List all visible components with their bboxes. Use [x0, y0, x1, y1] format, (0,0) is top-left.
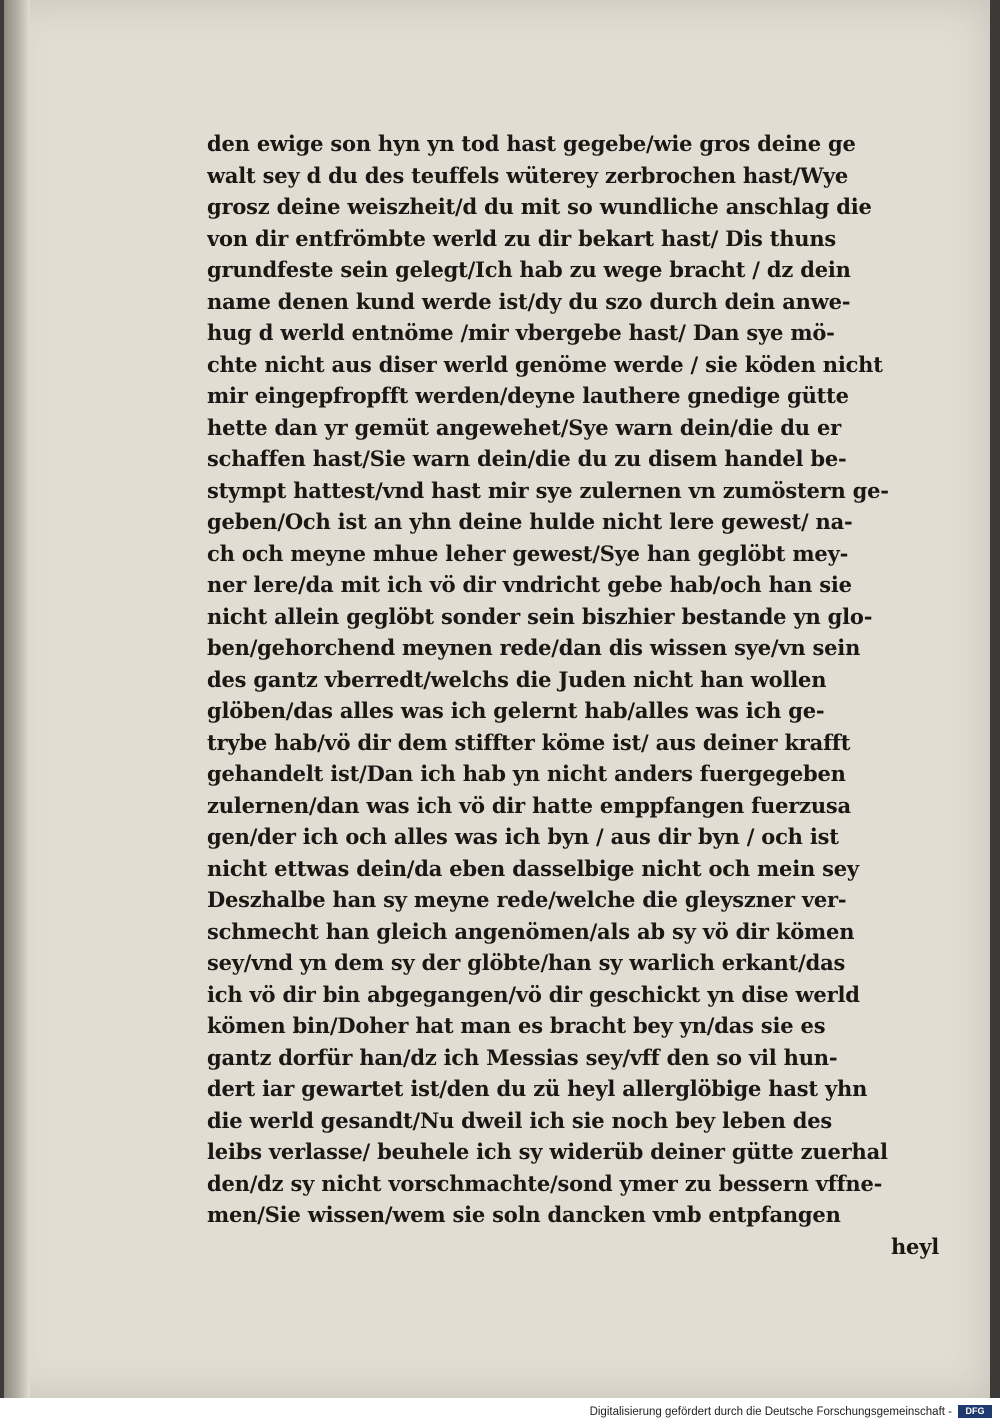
text-line: gehandelt ist/Dan ich hab yn nicht anders fuergegeben: [207, 761, 846, 786]
text-line: name denen kund werde ist/dy du szo durch dein anwe-: [207, 288, 851, 314]
text-line: grosz deine weiszheit/d du mit so wundliche anschlag die: [207, 194, 872, 219]
text-line: nicht ettwas dein/da eben dasselbige nicht och mein sey: [207, 855, 859, 881]
text-line: glöben/das alles was ich gelernt hab/alles was ich ge-: [207, 698, 825, 723]
text-line: kömen bin/Doher hat man es bracht bey yn/das sie es: [207, 1013, 826, 1038]
text-line: geben/Och ist an yhn deine hulde nicht lere gewest/ na-: [207, 509, 853, 534]
page: [4, 0, 990, 1398]
text-block: [207, 128, 939, 1262]
text-line: von dir entfrömbte werld zu dir bekart hast/ Dis thuns: [207, 225, 837, 251]
text-line: nicht allein geglöbt sonder sein biszhier bestande yn glo-: [207, 603, 873, 629]
text-line: Deszhalbe han sy meyne rede/welche die gleyszner ver-: [207, 887, 847, 912]
text-line: des gantz vberredt/welchs die Juden nicht han wollen: [207, 666, 827, 692]
text-line: mir eingepfropfft werden/deyne lauthere gnedige gütte: [207, 383, 849, 408]
text-line: leibs verlasse/ beuhele ich sy widerüb deiner gütte zuerhal: [207, 1139, 888, 1164]
text-line: gantz dorfür han/dz ich Messias sey/vff den so vil hun-: [207, 1044, 838, 1070]
text-line: die werld gesandt/Nu dweil ich sie noch bey leben des: [207, 1107, 833, 1133]
text-line: schmecht han gleich angenömen/als ab sy vö dir kömen: [207, 918, 855, 944]
dfg-logo-icon: DFG: [958, 1405, 992, 1418]
text-line: grundfeste sein gelegt/Ich hab zu wege bracht / dz dein: [207, 257, 851, 282]
text-line: hug d werld entnöme /mir vbergebe hast/ Dan sye mö-: [207, 320, 835, 345]
text-line: trybe hab/vö dir dem stiffter köme ist/ aus deiner krafft: [207, 729, 851, 755]
text-line: ner lere/da mit ich vö dir vndricht gebe hab/och han sie: [207, 572, 852, 597]
catchword: heyl: [890, 1233, 939, 1259]
text-line: den/dz sy nicht vorschmachte/sond ymer zu bessern vffne-: [207, 1170, 883, 1196]
text-line: ben/gehorchend meynen rede/dan dis wissen sye/vn sein: [207, 635, 861, 660]
text-line: men/Sie wissen/wem sie soln dancken vmb entpfangen: [207, 1202, 841, 1227]
funding-credit: Digitalisierung gefördert durch die Deutsche Forschungsgemeinschaft -: [589, 1406, 952, 1418]
text-line: den ewige son hyn yn tod hast gegebe/wie gros deine ge: [207, 131, 856, 156]
text-line: sey/vnd yn dem sy der glöbte/han sy warlich erkant/das: [207, 950, 846, 975]
text-line: chte nicht aus diser werld genöme werde / sie köden nicht: [207, 351, 883, 377]
text-line: ch och meyne mhue leher gewest/Sye han geglöbt mey-: [207, 540, 849, 566]
text-line: stympt hattest/vnd hast mir sye zulernen vn zumöstern ge-: [207, 477, 889, 503]
text-line: hette dan yr gemüt angewehet/Sye warn dein/die du er: [207, 414, 841, 440]
text-line: walt sey d du des teuffels wüterey zerbrochen hast/Wye: [207, 162, 849, 188]
page-gutter: [4, 0, 30, 1398]
text-line: dert iar gewartet ist/den du zü heyl allerglöbige hast yhn: [207, 1076, 868, 1101]
text-line: schaffen hast/Sie warn dein/die du zu disem handel be-: [207, 446, 847, 471]
footer: [0, 1398, 1000, 1425]
text-line: zulernen/dan was ich vö dir hatte emppfangen fuerzusa: [207, 792, 851, 818]
text-line: ich vö dir bin abgegangen/vö dir geschickt yn dise werld: [207, 981, 860, 1007]
text-line: gen/der ich och alles was ich byn / aus dir byn / och ist: [207, 824, 839, 849]
